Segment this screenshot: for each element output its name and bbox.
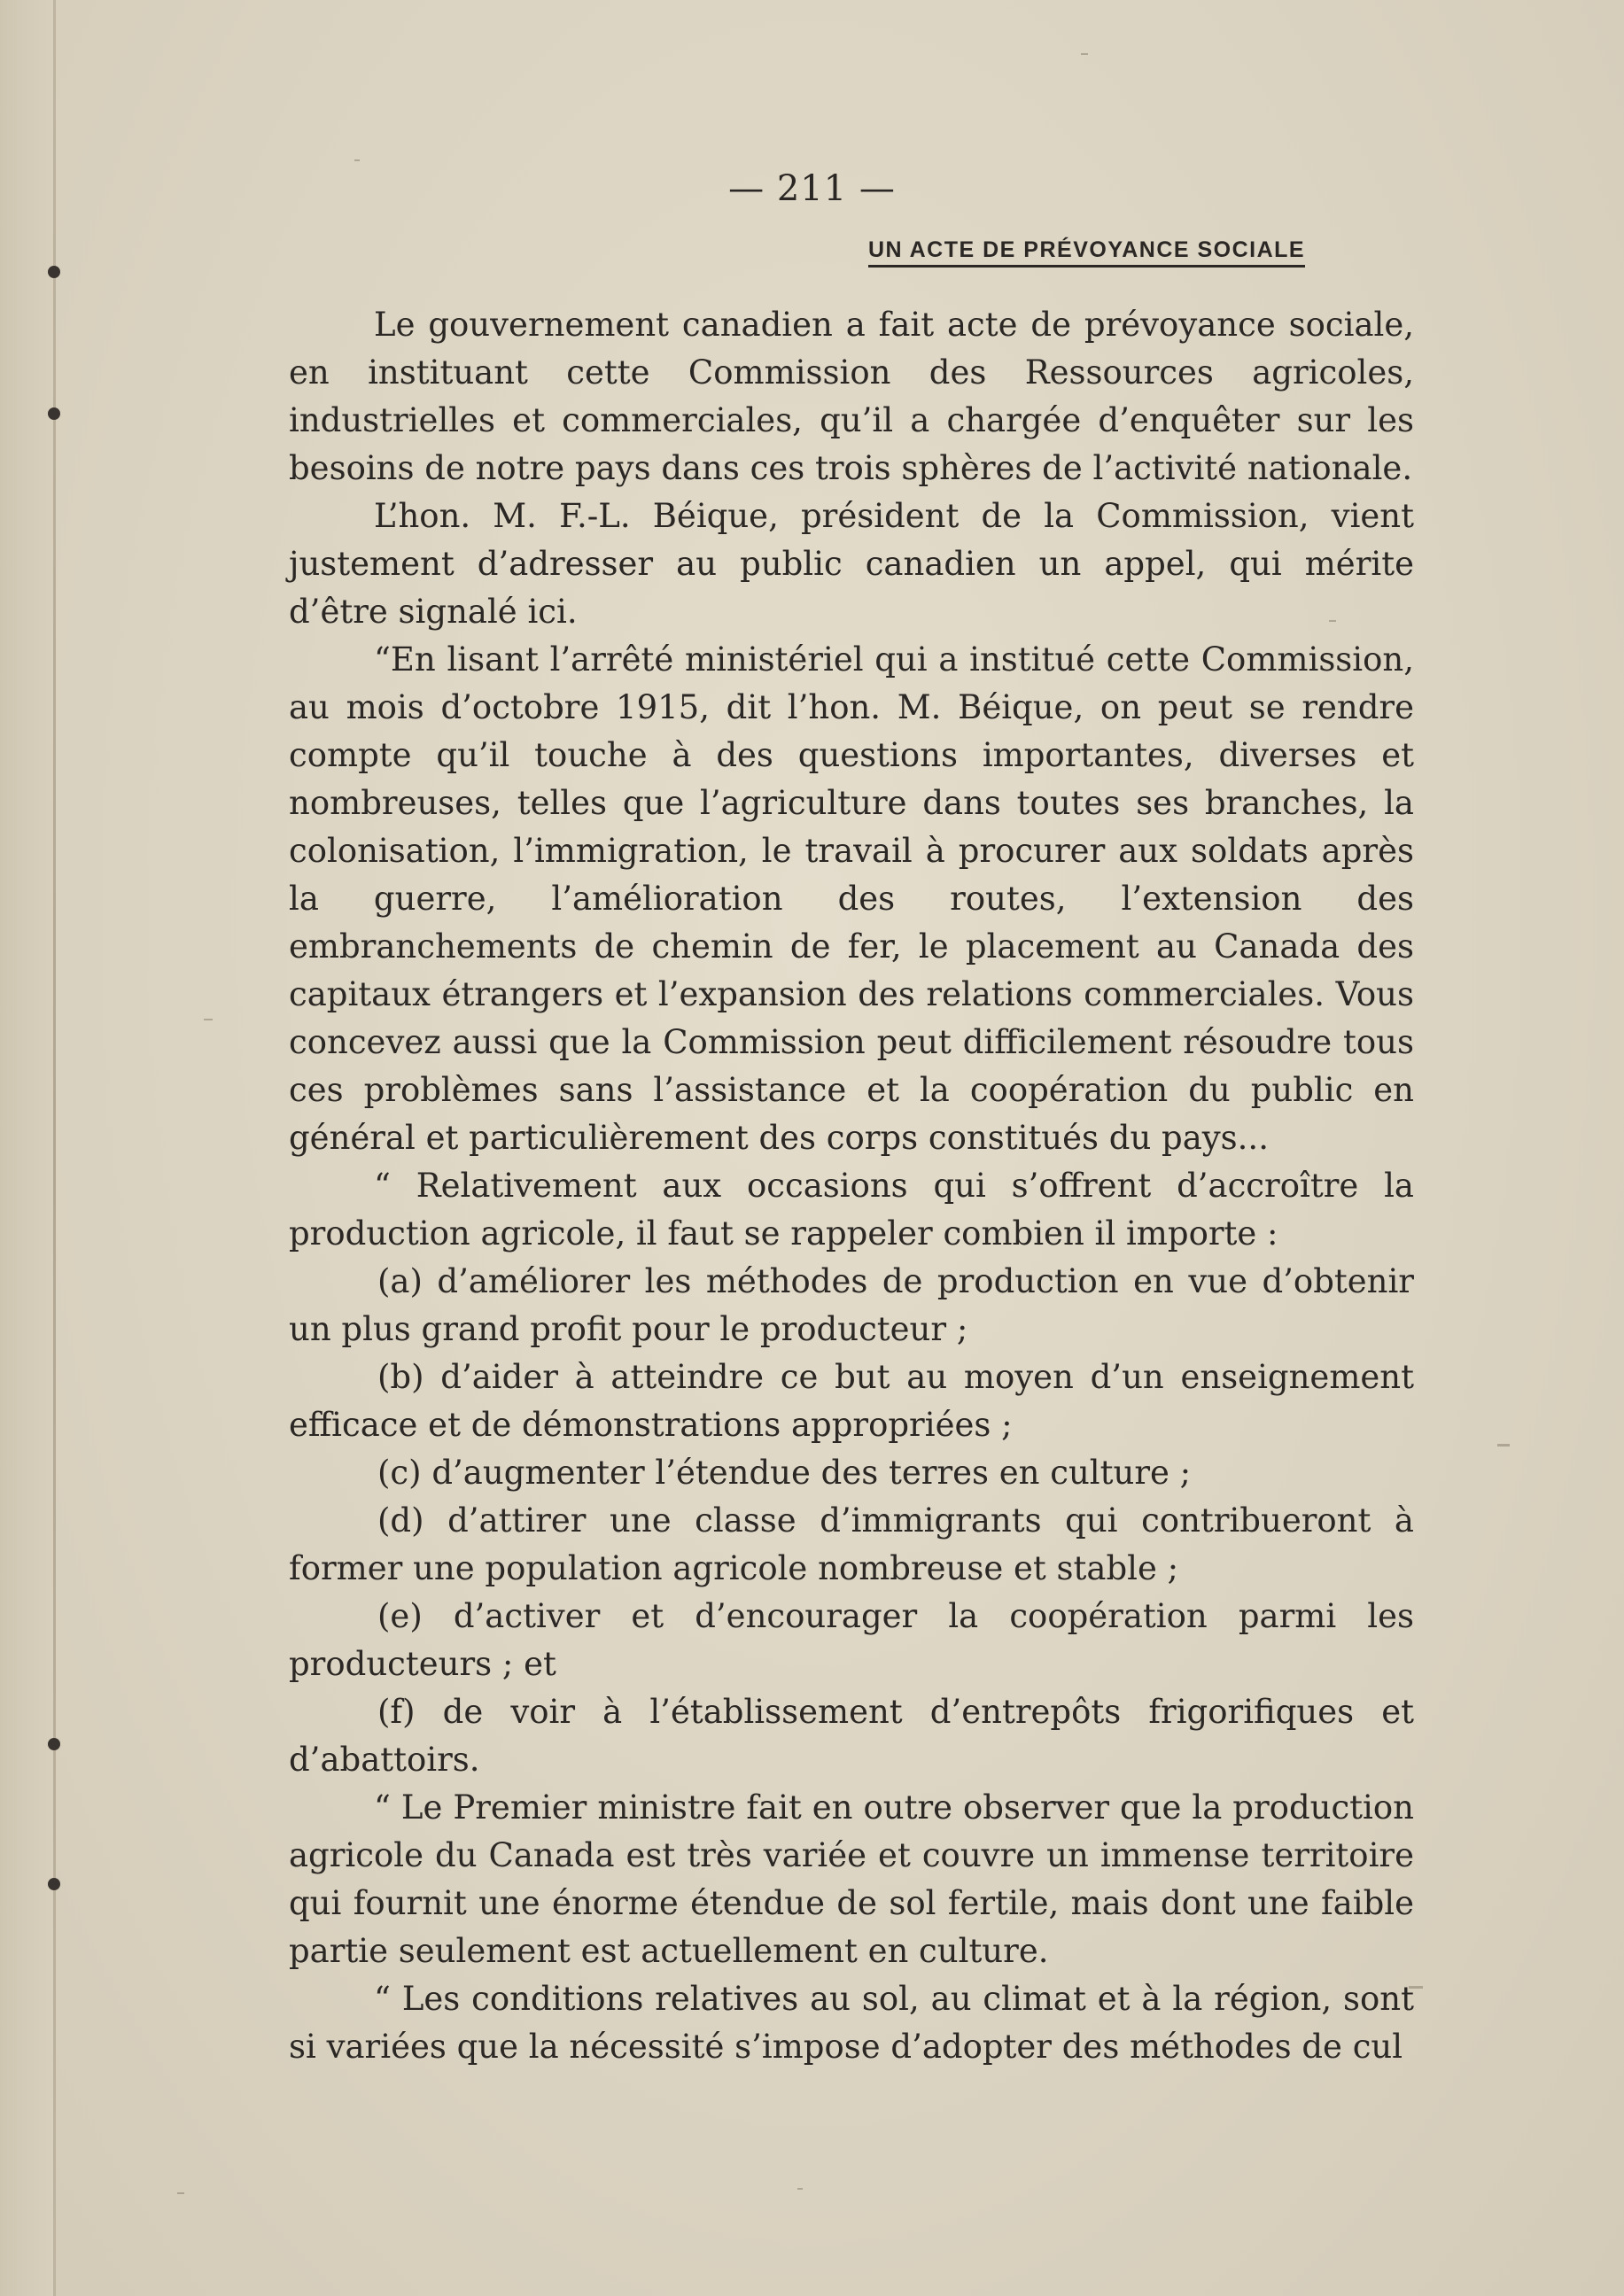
running-head: UN ACTE DE PRÉVOYANCE SOCIALE [868,237,1305,268]
binding-gutter [0,0,55,2296]
list-item: (d) d’attirer une classe d’immigrants qui contribueront à former une population agricole nombreuse et stable ; [289,1501,1414,1587]
paragraph: “ Relativement aux occasions qui s’offrent d’accroître la production agricole, il faut se rappeler combien il importe : [289,1167,1414,1253]
binding-hole [48,266,60,278]
binding-hole [48,407,60,420]
paragraph: Le gouvernement canadien a fait acte de prévoyance sociale, en instituant cette Commission des Ressources agricoles, industrielles et commerciales, qu’il a chargée d’enquêter sur les besoins de notre pays dans ces trois sphères de l’activité nationale. [289,306,1414,487]
list-item: (b) d’aider à atteindre ce but au moyen d’un enseignement efficace et de démonstrations appropriées ; [289,1358,1414,1444]
page-number: — 211 — [728,168,896,209]
list-item: (c) d’augmenter l’étendue des terres en culture ; [377,1454,1192,1492]
paragraph: “ Les conditions relatives au sol, au climat et à la région, sont si variées que la nécessité s’impose d’adopter des méthodes de cul [289,1980,1414,2066]
binding-edge [53,0,56,2296]
list-item: (f) de voir à l’établissement d’entrepôts frigorifiques et d’abattoirs. [289,1693,1414,1779]
list-item: (a) d’améliorer les méthodes de production en vue d’obtenir un plus grand profit pour le producteur ; [289,1262,1414,1348]
paragraph: L’hon. M. F.-L. Béique, président de la Commission, vient justement d’adresser au public canadien un appel, qui mérite d’être signalé ici. [289,497,1414,631]
body-text [289,301,1414,2071]
paragraph: “ Le Premier ministre fait en outre observer que la production agricole du Canada est très variée et couvre un immense territoire qui fournit une énorme étendue de sol fertile, mais dont une faible partie seulement est actuellement en culture. [289,1788,1414,1970]
binding-hole [48,1878,60,1890]
binding-hole [48,1738,60,1750]
paragraph: “En lisant l’arrêté ministériel qui a institué cette Commission, au mois d’octobre 1915, dit l’hon. M. Béique, on peut se rendre compte qu’il touche à des questions importantes, diverses et nombreuses, telles que l’agriculture dans toutes ses branches, la colonisation, l’immigration, le travail à procurer aux soldats après la guerre, l’amélioration des routes, l’extension des embranchements de chemin de fer, le placement au Canada des capitaux étrangers et l’expansion des relations commerciales. Vous concevez aussi que la Commission peut difficilement résoudre tous ces problèmes sans l’assistance et la coopération du public en général et particulièrement des corps constitués du pays... [289,640,1414,1157]
list-item: (e) d’activer et d’encourager la coopération parmi les producteurs ; et [289,1597,1414,1683]
